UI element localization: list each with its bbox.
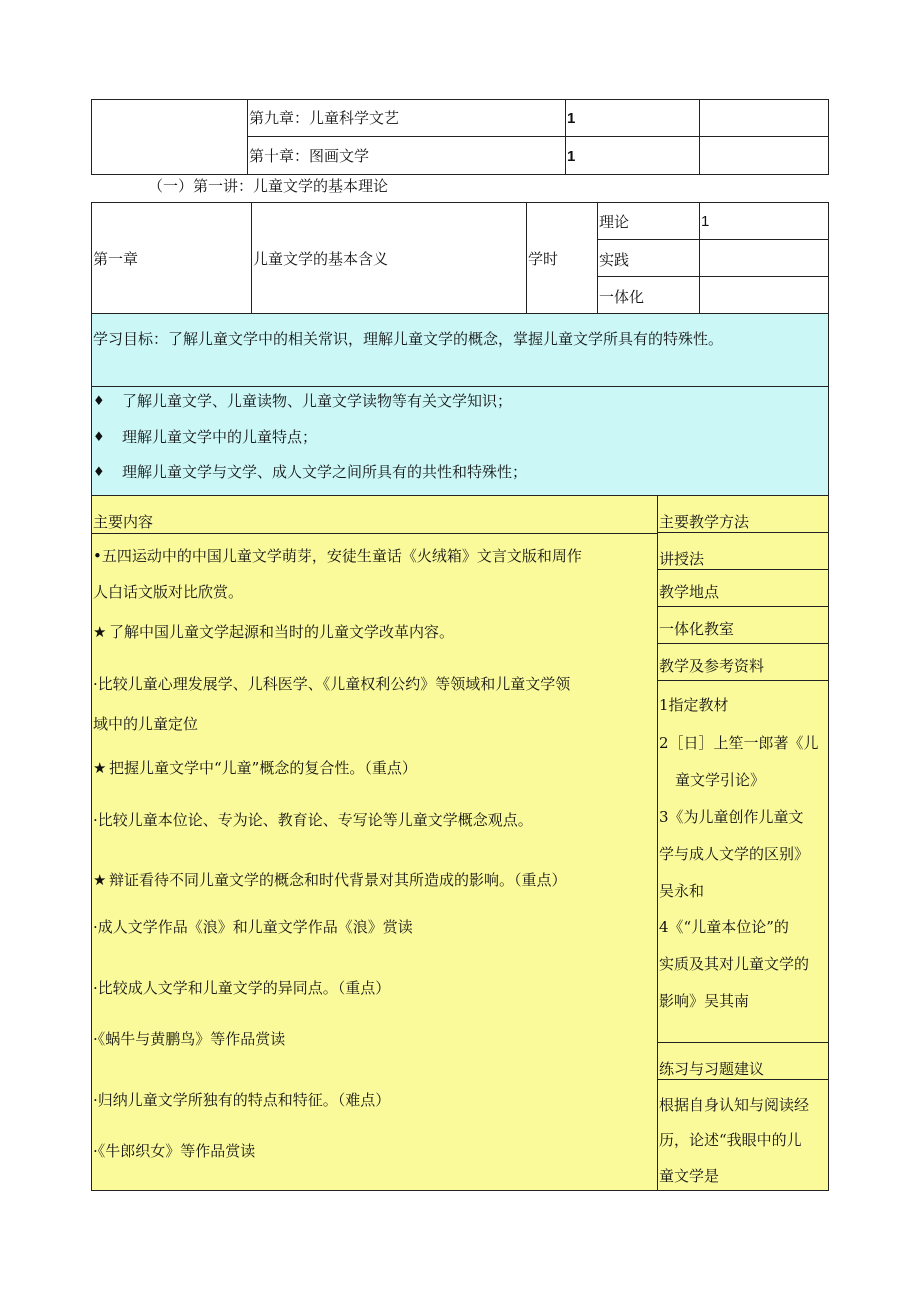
content-item-3-line2: 域中的儿童定位: [93, 715, 199, 733]
star-icon: ★: [93, 759, 107, 777]
lecture-hours-label: 学时: [528, 250, 559, 268]
top-table-cell-empty: [91, 99, 248, 175]
side-exercise-line2: 历，论述“我眼中的儿: [659, 1131, 802, 1149]
top-table-chapter10: [247, 136, 566, 175]
top-table-chapter9: [247, 99, 566, 137]
chapter10-hours: 1: [567, 148, 576, 165]
top-table-chapter10-extra: [699, 136, 829, 175]
chapter9-hours: 1: [567, 110, 576, 127]
side-refs-label-cell: [657, 643, 829, 681]
side-place-value-cell: [657, 606, 829, 644]
side-exercise-label: 练习与习题建议: [659, 1060, 765, 1078]
top-table-chapter9-hours: [565, 99, 700, 137]
goal-item-1: 了解儿童文学、儿童读物、儿童文学读物等有关文学知识；: [122, 392, 513, 410]
content-item-3-line1: ·比较儿童心理发展学、儿科医学、《儿童权利公约》等领域和儿童文学领: [93, 675, 571, 693]
top-table-chapter9-extra: [699, 99, 829, 137]
side-ref-3-line3: 吴永和: [659, 882, 705, 900]
lecture-chapter-cell: [91, 202, 252, 314]
goals-panel: [91, 386, 829, 496]
side-method-value-cell: [657, 532, 829, 570]
side-exercise-text-cell: [657, 1079, 829, 1191]
side-refs-label: 教学及参考资料: [659, 657, 765, 675]
side-ref-4-line3: 影响》吴其南: [659, 992, 750, 1010]
star-icon: ★: [93, 871, 107, 889]
hour-type-practice: [597, 239, 700, 277]
objective-panel: [91, 313, 829, 387]
chapter9-label: 第九章：儿童科学文艺: [249, 109, 400, 127]
lecture-chapter: 第一章: [93, 250, 139, 268]
content-item-1-line1: •五四运动中的中国儿童文学萌芽，安徒生童话《火绒箱》文言文版和周作: [93, 547, 582, 565]
goal-item-3: 理解儿童文学与文学、成人文学之间所具有的共性和特殊性；: [122, 463, 528, 481]
hour-type-practice-value-cell: [699, 239, 829, 277]
hour-type-theory-value-cell: [699, 202, 829, 240]
side-ref-2-line1: 2［日］上笙一郎著《儿: [659, 734, 819, 752]
hour-type-theory-value: 1: [701, 213, 710, 230]
side-place-label-cell: [657, 569, 829, 607]
goal-bullet-icon: ♦: [93, 430, 105, 445]
side-exercise-line1: 根据自身认知与阅读经: [659, 1096, 810, 1114]
side-ref-2-line2: 童文学引论》: [675, 771, 766, 789]
side-place-label: 教学地点: [659, 583, 720, 601]
content-item-9: ·《蜗牛与黄鹏鸟》等作品赏读: [93, 1030, 286, 1048]
section-heading: （一）第一讲：儿童文学的基本理论: [148, 177, 389, 195]
content-item-5: ·比较儿童本位论、专为论、教育论、专写论等儿童文学概念观点。: [93, 811, 533, 829]
lecture-hours-cell: [526, 202, 598, 314]
side-exercise-label-cell: [657, 1042, 829, 1080]
content-item-1-line2: 人白话文版对比欣赏。: [93, 583, 244, 601]
hour-type-integrated: [597, 276, 700, 314]
main-content-panel: [91, 495, 658, 1191]
side-method-label-cell: [657, 495, 829, 533]
side-ref-4-line2: 实质及其对儿童文学的: [659, 955, 810, 973]
content-item-4: 把握儿童文学中“儿童”概念的复合性。（重点）: [109, 759, 417, 777]
goal-bullet-icon: ♦: [93, 394, 105, 409]
hour-type-theory: [597, 202, 700, 240]
content-item-11: ·《牛郎织女》等作品赏读: [93, 1142, 256, 1160]
goal-bullet-icon: ♦: [93, 465, 105, 480]
hour-type-theory-label: 理论: [599, 213, 630, 231]
top-table-chapter10-hours: [565, 136, 700, 175]
side-ref-3-line1: 3《为儿童创作儿童文: [659, 808, 804, 826]
side-method-value: 讲授法: [659, 550, 705, 568]
main-content-header: 主要内容: [93, 513, 154, 531]
main-content-header-rule: [92, 533, 657, 534]
hour-type-practice-label: 实践: [599, 251, 630, 269]
side-place-value: 一体化教室: [659, 620, 735, 638]
lecture-title-cell: [251, 202, 527, 314]
content-item-10: ·归纳儿童文学所独有的特点和特征。（难点）: [93, 1091, 391, 1109]
side-refs-list-cell: [657, 680, 829, 1043]
lecture-title: 儿童文学的基本含义: [253, 250, 389, 268]
hour-type-integrated-value-cell: [699, 276, 829, 314]
hour-type-integrated-label: 一体化: [599, 288, 645, 306]
goal-item-2: 理解儿童文学中的儿童特点；: [122, 428, 318, 446]
side-ref-4-line1: 4《“儿童本位论”的: [659, 918, 789, 936]
chapter10-label: 第十章：图画文学: [249, 147, 370, 165]
side-ref-1: 1指定教材: [659, 696, 729, 714]
content-item-8: ·比较成人文学和儿童文学的异同点。（重点）: [93, 979, 391, 997]
content-item-7: ·成人文学作品《浪》和儿童文学作品《浪》赏读: [93, 918, 413, 936]
side-exercise-line3: 童文学是: [659, 1167, 720, 1185]
objective-text: 学习目标：了解儿童文学中的相关常识，理解儿童文学的概念，掌握儿童文学所具有的特殊性。: [93, 330, 724, 348]
side-method-label: 主要教学方法: [659, 513, 750, 531]
content-item-6: 辩证看待不同儿童文学的概念和时代背景对其所造成的影响。（重点）: [109, 871, 567, 889]
content-item-2: 了解中国儿童文学起源和当时的儿童文学改革内容。: [109, 623, 455, 641]
star-icon: ★: [93, 623, 107, 641]
side-ref-3-line2: 学与成人文学的区别》: [659, 845, 810, 863]
